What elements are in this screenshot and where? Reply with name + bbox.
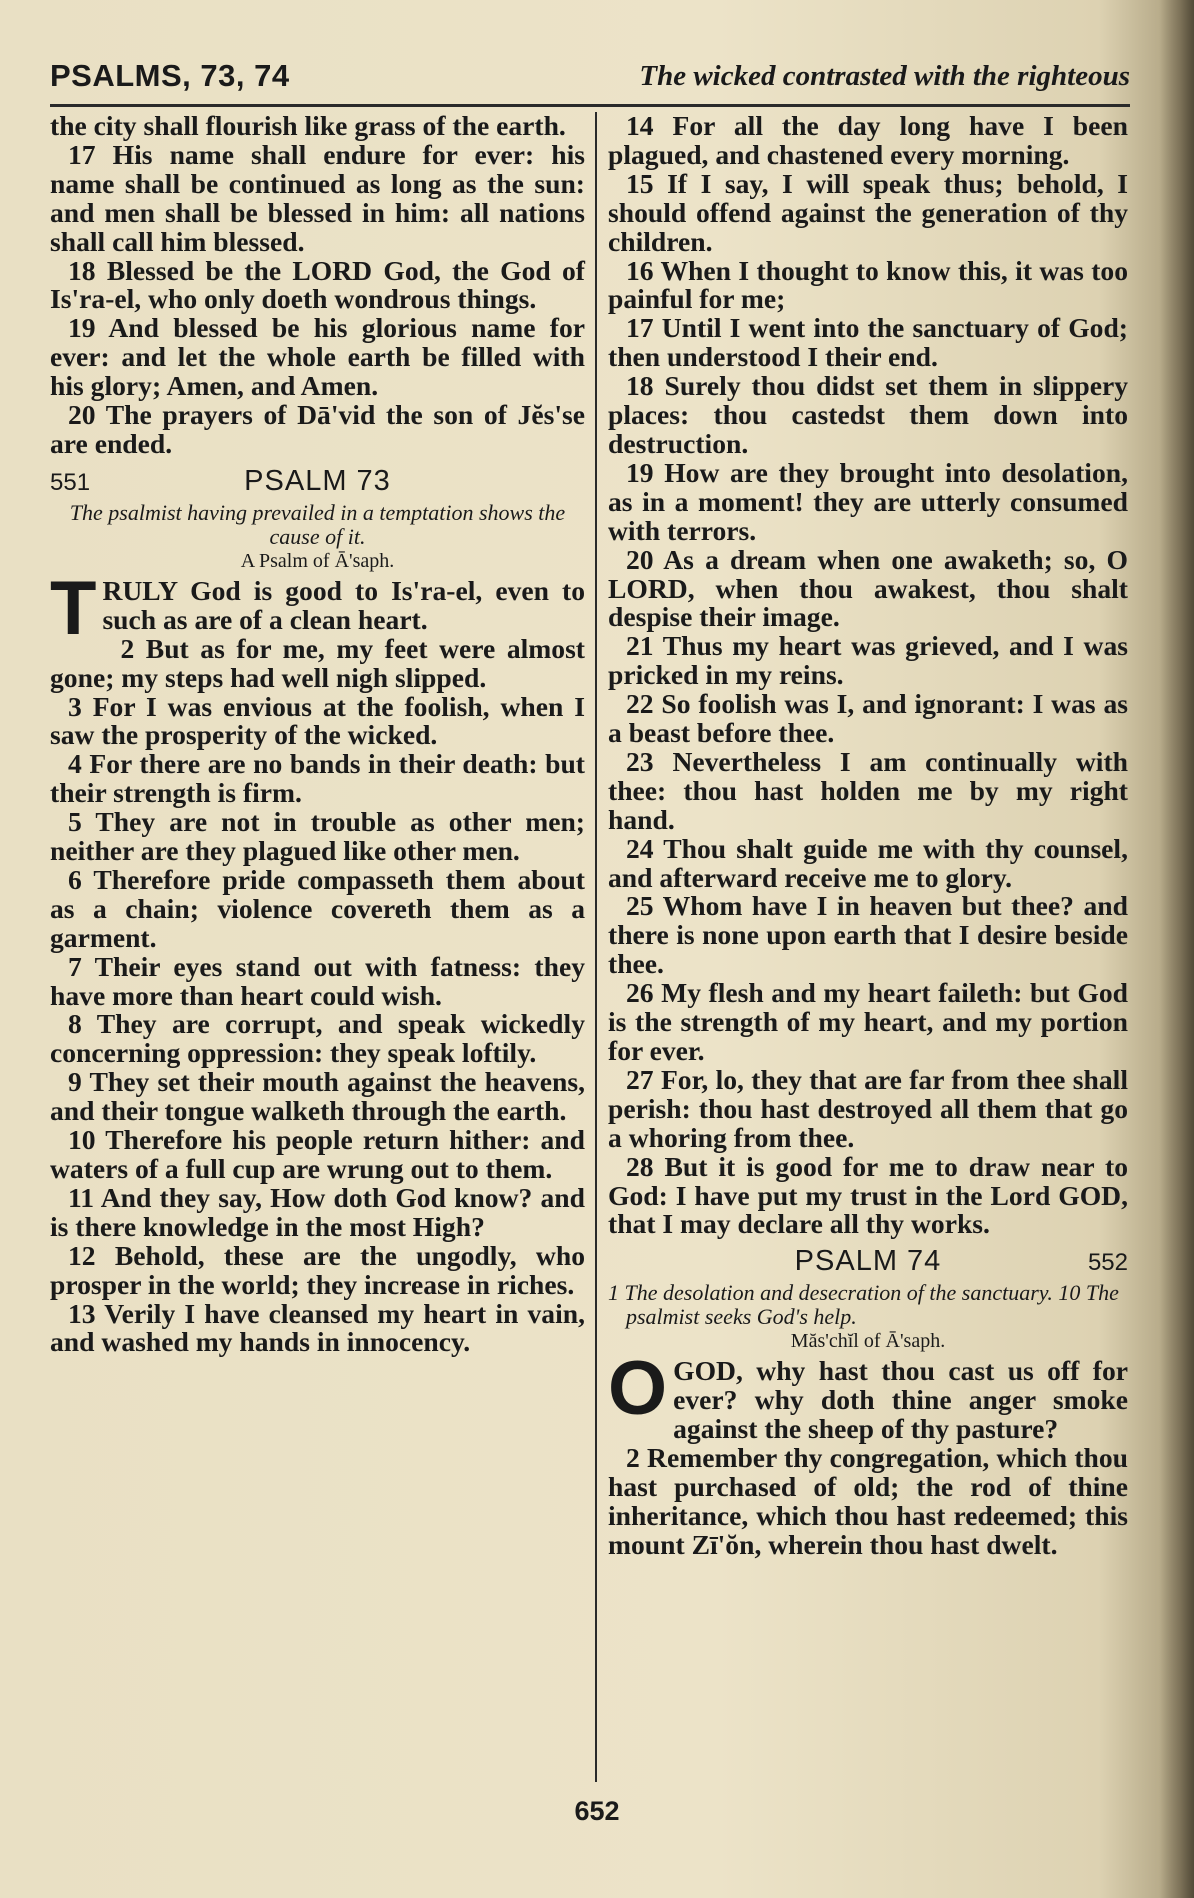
verse: 16 When I thought to know this, it was too painful for me; — [608, 254, 1128, 315]
running-head-right: The wicked contrasted with the righteous — [639, 60, 1130, 92]
psalm-title: PSALM 74 — [794, 1245, 942, 1278]
verse: 3 For I was envious at the foolish, when I saw the prosperity of the wicked. — [50, 690, 585, 751]
verse: 15 If I say, I will speak thus; behold, I should offend against the generation of thy children. — [608, 167, 1128, 257]
verse: 27 For, lo, they that are far from thee shall perish: thou hast destroyed all them that go a whoring from thee. — [608, 1063, 1128, 1153]
psalm-number: 551 — [50, 468, 91, 496]
verse-text: RULY God is good to Is'ra-el, even to such as are of a clean heart. — [102, 574, 585, 635]
verse: 17 His name shall endure for ever: his name shall be continued as long as the sun: and men shall be blessed in him: all nations shall call him blessed. — [50, 138, 585, 257]
running-head-left: PSALMS, 73, 74 — [50, 58, 290, 93]
header-rule — [50, 104, 1130, 107]
verse: 20 The prayers of Dā'vid the son of Jĕs'se are ended. — [50, 399, 585, 459]
psalm-74-verse-1 — [608, 1346, 1128, 1445]
verse: 18 Surely thou didst set them in slippery places: thou castedst them down into destruction. — [608, 370, 1128, 459]
verse: 14 For all the day long have I been plagued, and chastened every morning. — [608, 110, 1128, 170]
verse: 5 They are not in trouble as other men; neither are they plagued like other men. — [50, 806, 585, 867]
verse: 13 Verily I have cleansed my heart in vain, and washed my hands in innocency. — [50, 1297, 585, 1358]
verse: 17 Until I went into the sanctuary of God; then understood I their end. — [608, 312, 1128, 373]
psalm-74-heading — [608, 1245, 1128, 1279]
verse: 20 As a dream when one awaketh; so, O LORD, when thou awakest, thou shalt despise their image. — [608, 543, 1128, 633]
verse: 19 And blessed be his glorious name for ever: and let the whole earth be filled with his glory; Amen, and Amen. — [50, 312, 585, 402]
drop-cap: T — [50, 565, 97, 651]
verse-text: GOD, why hast thou cast us off for ever? why doth thine anger smoke against the sheep of thy pasture? — [673, 1355, 1128, 1445]
page-number: 652 — [574, 1796, 620, 1826]
psalm-73-heading — [50, 465, 585, 499]
verse: 21 Thus my heart was grieved, and I was pricked in my reins. — [608, 630, 1128, 691]
page-edge-shadow — [1160, 0, 1194, 1898]
right-column — [608, 112, 1128, 1560]
verse: 9 They set their mouth against the heavens, and their tongue walketh through the earth. — [50, 1066, 585, 1127]
drop-cap: O — [608, 1346, 668, 1432]
verse: 7 Their eyes stand out with fatness: they have more than heart could wish. — [50, 950, 585, 1011]
verse: 10 Therefore his people return hither: and waters of a full cup are wrung out to them. — [50, 1124, 585, 1184]
psalm-summary: 1 The desolation and desecration of the sanctuary. 10 The psalmist seeks God's help. — [608, 1280, 1119, 1330]
psalm-summary: The psalmist having prevailed in a temptation shows the cause of it. — [69, 499, 566, 549]
verse: 23 Nevertheless I am continually with thee: thou hast holden me by my right hand. — [608, 745, 1128, 835]
psalm-attribution: A Psalm of Ā'saph. — [240, 549, 395, 572]
verse: 24 Thou shalt guide me with thy counsel, and afterward receive me to glory. — [608, 832, 1128, 893]
verse: 28 But it is good for me to draw near to God: I have put my trust in the Lord GOD, that I may declare all thy works. — [608, 1150, 1128, 1240]
verse: 19 How are they brought into desolation, as in a moment! they are utterly consumed with terrors. — [608, 456, 1128, 546]
psalm-number: 552 — [1087, 1249, 1128, 1277]
psalm-attribution: Măs'chĭl of Ā'saph. — [790, 1330, 946, 1353]
verse: 26 My flesh and my heart faileth: but God is the strength of my heart, and my portion for ever. — [608, 977, 1128, 1066]
verse-continuation: the city shall flourish like grass of the earth. — [50, 110, 566, 141]
left-column — [50, 112, 585, 1357]
verse: 8 They are corrupt, and speak wickedly concerning oppression: they speak loftily. — [50, 1008, 585, 1069]
verse: 18 Blessed be the LORD God, the God of Is'ra-el, who only doeth wondrous things. — [50, 254, 585, 315]
verse: 2 But as for me, my feet were almost gone; my steps had well nigh slipped. — [50, 632, 585, 693]
verse: 4 For there are no bands in their death: but their strength is firm. — [50, 748, 585, 809]
verse: 6 Therefore pride compasseth them about as a chain; violence covereth them as a garment. — [50, 863, 585, 953]
psalm-title: PSALM 73 — [244, 464, 391, 497]
psalm-73-verse-1 — [50, 565, 585, 651]
verse: 2 Remember thy congregation, which thou hast purchased of old; the rod of thine inheritance, which thou hast redeemed; this mount Zī'ŏn, wherein thou hast dwelt. — [608, 1442, 1128, 1560]
verse: 22 So foolish was I, and ignorant: I was as a beast before thee. — [608, 688, 1128, 749]
column-divider — [595, 112, 597, 1782]
running-head — [50, 58, 1130, 102]
verse: 25 Whom have I in heaven but thee? and there is none upon earth that I desire beside thee. — [608, 890, 1128, 980]
verse: 12 Behold, these are the ungodly, who prosper in the world; they increase in riches. — [50, 1239, 585, 1300]
verse: 11 And they say, How doth God know? and is there knowledge in the most High? — [50, 1181, 585, 1242]
